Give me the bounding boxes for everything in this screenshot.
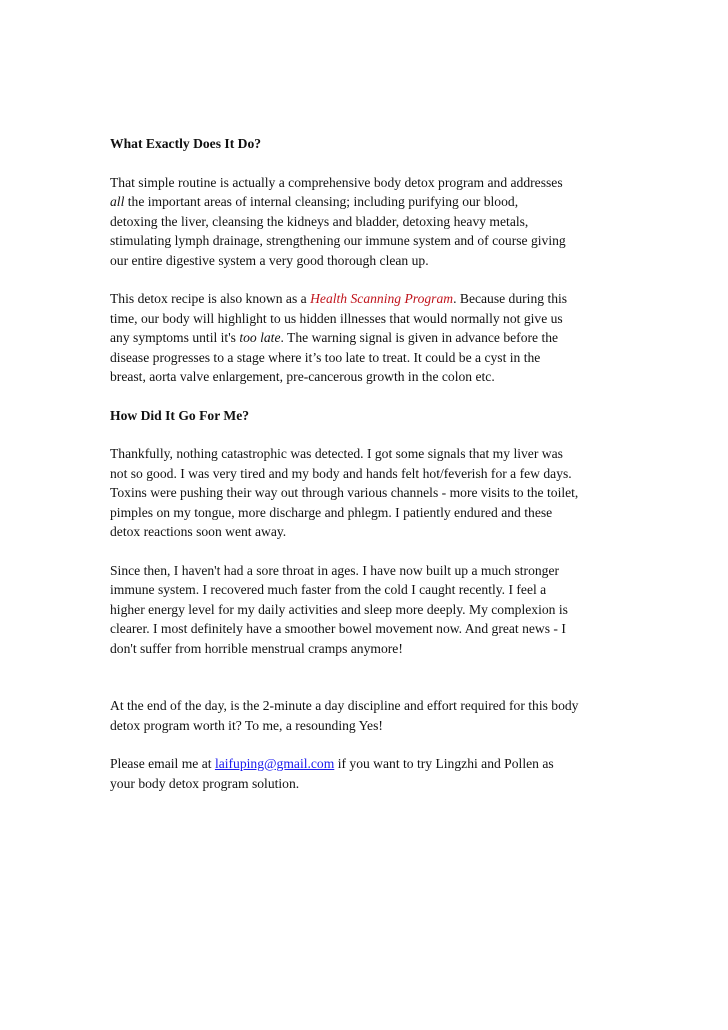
text-line: detox program worth it? To me, a resounding Yes! [110,717,383,733]
text-line: higher energy level for my daily activities and sleep more deeply. My complexion is [110,601,568,617]
paragraph-health-scanning [110,289,628,387]
text-line [110,754,628,774]
text-line: detox reactions soon went away. [110,524,287,539]
paragraph-conclusion [110,696,628,735]
text-span: Please email me at [110,756,215,771]
text-span: the important areas of internal cleansing; including purifying our blood, [124,194,519,209]
text-line: our entire digestive system a very good thorough clean up. [110,252,429,268]
text-line: Thankfully, nothing catastrophic was detected. I got some signals that my liver was [110,446,563,461]
text-span: any symptoms until it's [110,330,240,345]
document-body [110,134,628,812]
text-line: That simple routine is actually a comprehensive body detox program and addresses [110,174,563,190]
text-line: your body detox program solution. [110,775,300,791]
text-span: . Because during this [453,291,568,306]
emphasis-all: all [110,194,125,209]
text-line: breast, aorta valve enlargement, pre-cancerous growth in the colon etc. [110,369,495,384]
text-line: not so good. I was very tired and my body and hands felt hot/feverish for a few days. [110,465,572,481]
text-line: immune system. I recovered much faster from the cold I caught recently. I feel a [110,582,547,597]
text-line [110,192,628,212]
text-span: if you want to try Lingzhi and Pollen as [334,756,554,771]
text-line: Toxins were pushing their way out through various channels - more visits to the toilet, [110,485,579,500]
text-line: detoxing the liver, cleansing the kidneys and bladder, detoxing heavy metals, [110,213,529,229]
text-line: pimples on my tongue, more discharge and phlegm. I patiently endured and these [110,504,553,520]
paragraph-detox-description [110,173,628,271]
text-line: At the end of the day, is the 2-minute a day discipline and effort required for this body [110,698,579,713]
emphasis-too-late: too late [239,330,281,345]
text-line: stimulating lymph drainage, strengthening our immune system and of course giving [110,233,566,248]
text-line: disease progresses to a stage where it’s too late to treat. It could be a cyst in the [110,349,541,365]
text-line [110,289,628,309]
section-heading-how-did-it-go: How Did It Go For Me? [110,407,250,423]
text-line [110,328,628,348]
email-link[interactable]: laifuping@gmail.com [214,756,335,771]
text-line: time, our body will highlight to us hidden illnesses that would normally not give us [110,310,563,326]
highlight-health-scanning-program: Health Scanning Program [310,291,454,306]
text-line: clearer. I most definitely have a smoother bowel movement now. And great news - I [110,621,566,636]
text-line: Since then, I haven't had a sore throat in ages. I have now built up a much stronger [110,562,560,578]
text-span: This detox recipe is also known as a [110,291,311,306]
paragraph-experience [110,444,628,542]
text-span: . The warning signal is given in advance before the [280,330,559,345]
text-line: don't suffer from horrible menstrual cramps anymore! [110,640,403,656]
paragraph-contact [110,754,628,793]
paragraph-results [110,561,628,659]
section-heading-what-it-does: What Exactly Does It Do? [110,136,262,151]
